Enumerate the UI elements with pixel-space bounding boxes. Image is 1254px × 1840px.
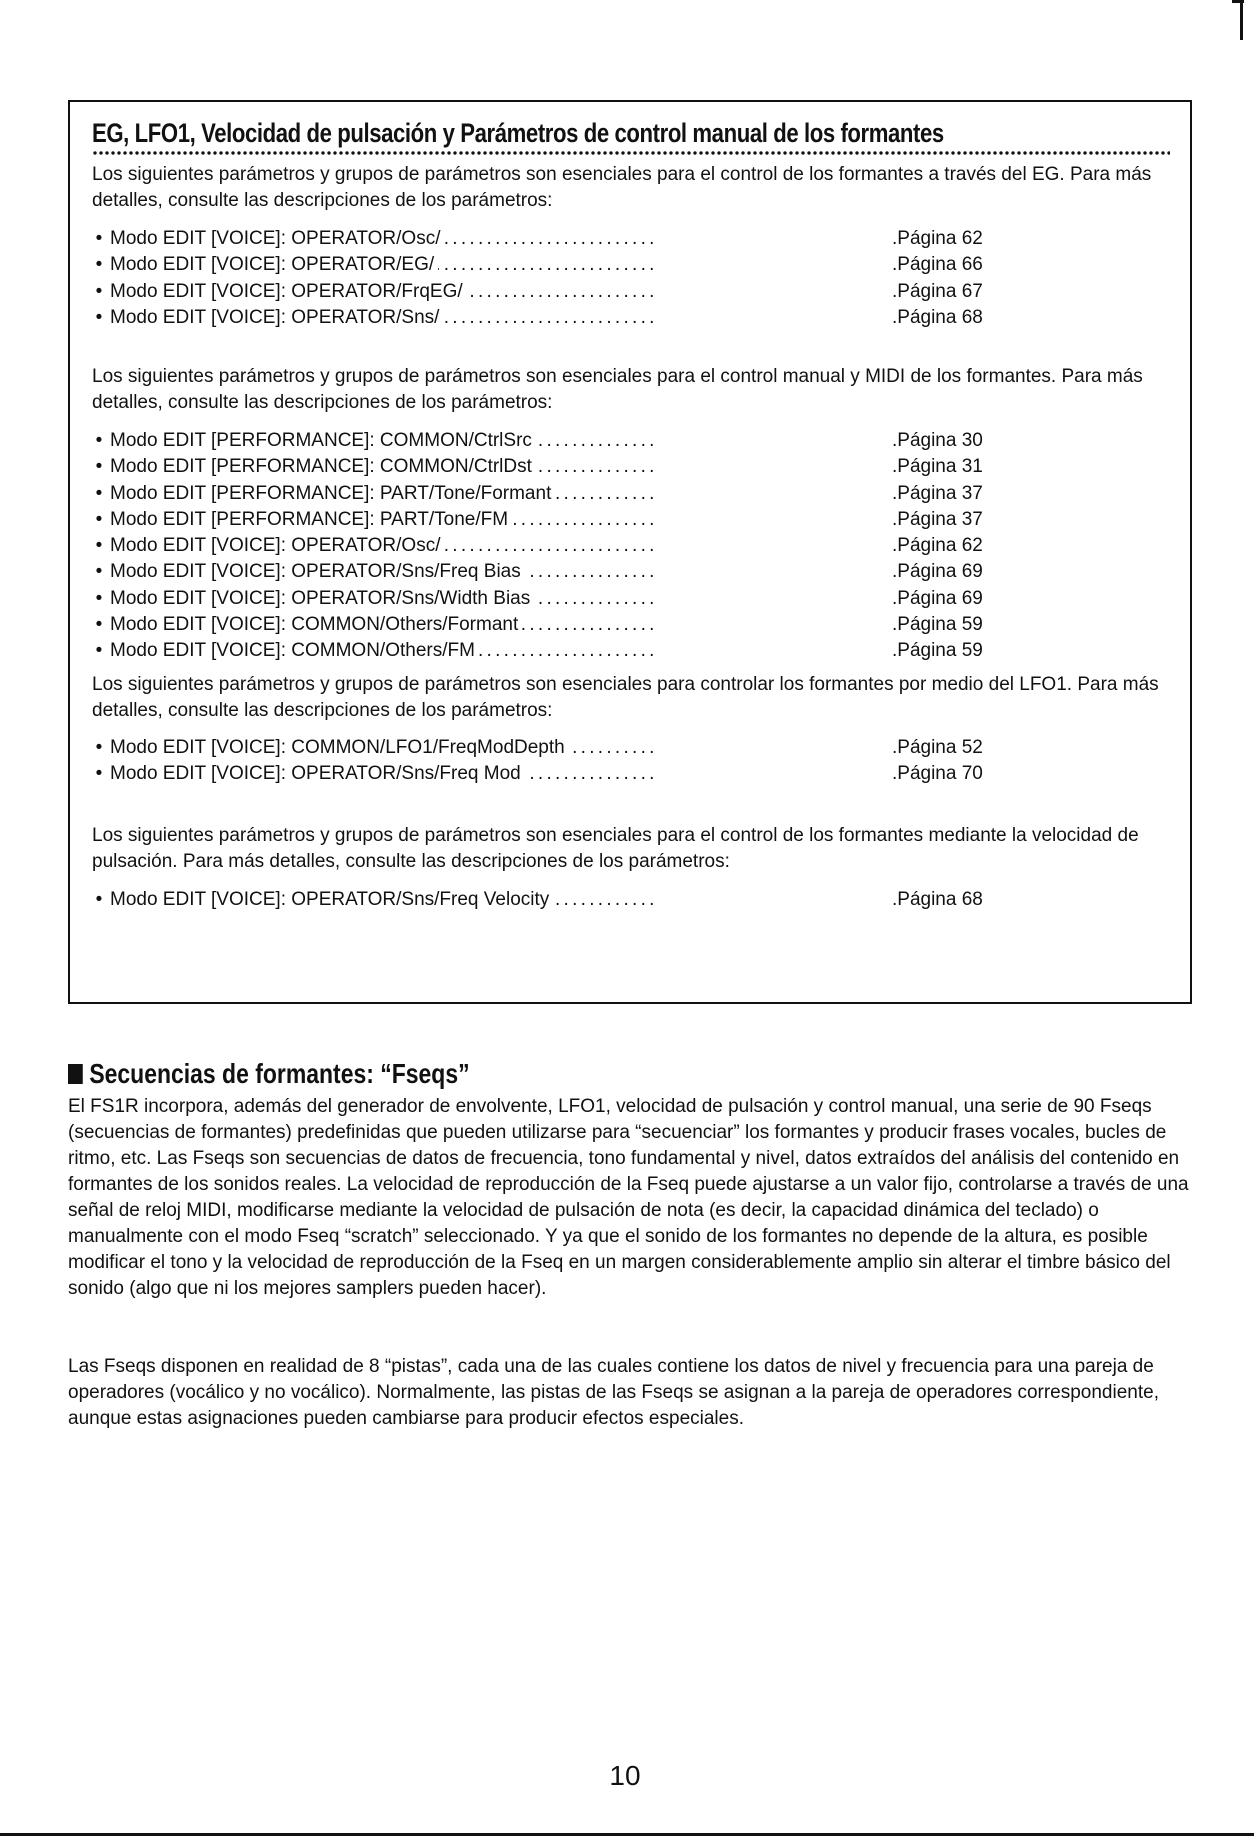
list-item-text: Modo EDIT [VOICE]: OPERATOR/Osc/: [110, 228, 444, 249]
bullet-icon: •: [95, 614, 103, 636]
page-number: 10: [609, 1760, 641, 1791]
list-item: [88, 586, 988, 612]
list-item-page: .Página 52: [892, 737, 983, 758]
list-item: [88, 481, 988, 507]
bullet-icon: •: [95, 640, 103, 662]
intro-paragraph-1: Los siguientes parámetros y grupos de parámetros son esenciales para el control de los formantes a través del EG. Para más detalles, consulte las descripciones de los parámetros:: [92, 164, 1152, 211]
list-item-text: Modo EDIT [VOICE]: COMMON/Others/Formant: [110, 614, 522, 635]
list-item: [88, 735, 988, 761]
list-item-entry: [110, 612, 892, 638]
bullet-icon: •: [95, 508, 103, 530]
list-item-entry: [110, 638, 892, 664]
list-item-page: .Página 30: [892, 430, 983, 451]
box-title: EG, LFO1, Velocidad de pulsación y Parámetros de control manual de los formantes: [92, 118, 944, 148]
list-item: [88, 305, 988, 331]
dotted-rule: [92, 150, 1170, 156]
list-item-entry: [110, 586, 892, 612]
body-paragraph-1: El FS1R incorpora, además del generador de envolvente, LFO1, velocidad de pulsación y control manual, una serie de 90 Fseqs (secuencias de formantes) predefinidas que pueden utilizarse para “secuenciar” los formantes y producir frases vocales, bucles de ritmo, etc. Las Fseqs son secuencias de datos de frecuencia, tono fundamental y nivel, datos extraídos del análisis del contenido en formantes de los sonidos reales. La velocidad de reproducción de la Fseq puede ajustarse a un valor fijo, controlarse a través de una señal de reloj MIDI, modificarse mediante la velocidad de pulsación de nota (es decir, la capacidad dinámica del teclado) o manualmente con el modo Fseq “scratch” seleccionado. Y ya que el sonido de los formantes no depende de la altura, es posible modificar el tono y la velocidad de reproducción de la Fseq en un margen considerablemente amplio sin alterar el timbre básico del sonido (algo que ni los mejores samplers pueden hacer).: [68, 1096, 1189, 1299]
list-item-entry: [110, 428, 892, 454]
list-item-text: Modo EDIT [VOICE]: OPERATOR/Sns/Freq Velocity: [110, 889, 553, 910]
intro-paragraph-2: Los siguientes parámetros y grupos de parámetros son esenciales para el control manual y MIDI de los formantes. Para más detalles, consulte las descripciones de los parámetros:: [92, 366, 1143, 413]
section-title: Secuencias de formantes: “Fseqs”: [89, 1058, 470, 1089]
bullet-icon: •: [95, 254, 103, 276]
list-item: [88, 252, 988, 278]
list-item-page: .Página 31: [892, 456, 983, 478]
bullet-icon: •: [95, 889, 103, 910]
bullet-icon: •: [95, 482, 103, 504]
list-item-page: .Página 68: [892, 306, 983, 328]
list-item-page: .Página 66: [892, 254, 983, 276]
list-item-page: .Página 69: [892, 587, 983, 609]
list-item: [88, 226, 988, 252]
list-item: [88, 559, 988, 585]
list-item: [88, 887, 988, 913]
list-item: [88, 761, 988, 787]
list-item-page: .Página 68: [892, 889, 983, 910]
list-item-entry: [110, 226, 892, 252]
bullet-icon: •: [95, 456, 103, 478]
list-item-text: Modo EDIT [PERFORMANCE]: PART/Tone/FM: [110, 509, 512, 530]
list-item-entry: [110, 559, 892, 585]
bullet-icon: •: [95, 737, 103, 758]
list-item-entry: [110, 507, 892, 533]
section-heading: [68, 1058, 470, 1090]
list-item-page: .Página 37: [892, 508, 983, 530]
body-paragraph-2: Las Fseqs disponen en realidad de 8 “pistas”, cada una de las cuales contiene los datos de nivel y frecuencia para una pareja de operadores (vocálico y no vocálico). Normalmente, las pistas de las Fseqs se asignan a la pareja de operadores correspondiente, aunque estas asignaciones pueden cambiarse para producir efectos especiales.: [68, 1356, 1159, 1429]
list-item-page: .Página 70: [892, 763, 983, 785]
bullet-icon: •: [95, 763, 103, 785]
list-item: [88, 612, 988, 638]
list-item-page: .Página 62: [892, 228, 983, 249]
list-item-page: .Página 67: [892, 280, 983, 302]
heading-square-icon: [68, 1064, 83, 1084]
bullet-icon: •: [95, 430, 103, 451]
list-item-entry: [110, 454, 892, 480]
parameter-box: [68, 100, 1192, 1004]
list-item-text: Modo EDIT [VOICE]: OPERATOR/Sns/: [110, 307, 443, 328]
list-item-text: Modo EDIT [PERFORMANCE]: COMMON/CtrlDst: [110, 456, 536, 477]
list-item-entry: [110, 887, 892, 913]
list-item-entry: [110, 279, 892, 305]
list-manual-midi: [88, 428, 988, 665]
list-eg: [88, 226, 988, 331]
list-item-page: .Página 59: [892, 614, 983, 636]
list-item-text: Modo EDIT [VOICE]: COMMON/LFO1/FreqModDepth: [110, 737, 569, 758]
crop-mark: [1240, 0, 1243, 40]
list-item: [88, 428, 988, 454]
list-item-text: Modo EDIT [VOICE]: OPERATOR/Sns/Freq Mod: [110, 763, 525, 784]
list-item-entry: [110, 533, 892, 559]
list-item-text: Modo EDIT [VOICE]: OPERATOR/EG/: [110, 254, 438, 275]
bullet-icon: •: [95, 535, 103, 557]
list-item-text: Modo EDIT [VOICE]: COMMON/Others/FM: [110, 640, 479, 661]
list-item-text: Modo EDIT [VOICE]: OPERATOR/Sns/Width Bias: [110, 588, 534, 609]
bullet-icon: •: [95, 587, 103, 609]
intro-paragraph-3: Los siguientes parámetros y grupos de parámetros son esenciales para controlar los formantes por medio del LFO1. Para más detalles, consulte las descripciones de los parámetros:: [92, 674, 1159, 721]
list-lfo1: [88, 735, 988, 788]
list-item-page: .Página 59: [892, 640, 983, 662]
list-item-entry: [110, 735, 892, 761]
list-item: [88, 454, 988, 480]
list-item: [88, 507, 988, 533]
list-item-text: Modo EDIT [VOICE]: OPERATOR/Osc/: [110, 535, 444, 556]
list-item-entry: [110, 761, 892, 787]
list-item: [88, 638, 988, 664]
list-item-entry: [110, 481, 892, 507]
list-item: [88, 279, 988, 305]
list-item-text: Modo EDIT [PERFORMANCE]: COMMON/CtrlSrc: [110, 430, 536, 451]
bullet-icon: •: [95, 228, 103, 249]
list-velocity: [88, 887, 988, 913]
list-item-page: .Página 62: [892, 535, 983, 557]
list-item-text: Modo EDIT [VOICE]: OPERATOR/Sns/Freq Bias: [110, 561, 525, 582]
bullet-icon: •: [95, 280, 103, 302]
list-item-text: Modo EDIT [VOICE]: OPERATOR/FrqEG/: [110, 281, 467, 302]
bottom-rule: [0, 1833, 1254, 1836]
list-item-page: .Página 69: [892, 561, 983, 583]
intro-paragraph-4: Los siguientes parámetros y grupos de parámetros son esenciales para el control de los formantes mediante la velocidad de pulsación. Para más detalles, consulte las descripciones de los parámetros:: [92, 825, 1139, 872]
list-item-page: .Página 37: [892, 482, 983, 504]
crop-mark-horizontal: [1232, 0, 1244, 3]
list-item-text: Modo EDIT [PERFORMANCE]: PART/Tone/Formant: [110, 483, 555, 504]
bullet-icon: •: [95, 306, 103, 328]
bullet-icon: •: [95, 561, 103, 583]
list-item: [88, 533, 988, 559]
list-item-entry: [110, 252, 892, 278]
list-item-entry: [110, 305, 892, 331]
